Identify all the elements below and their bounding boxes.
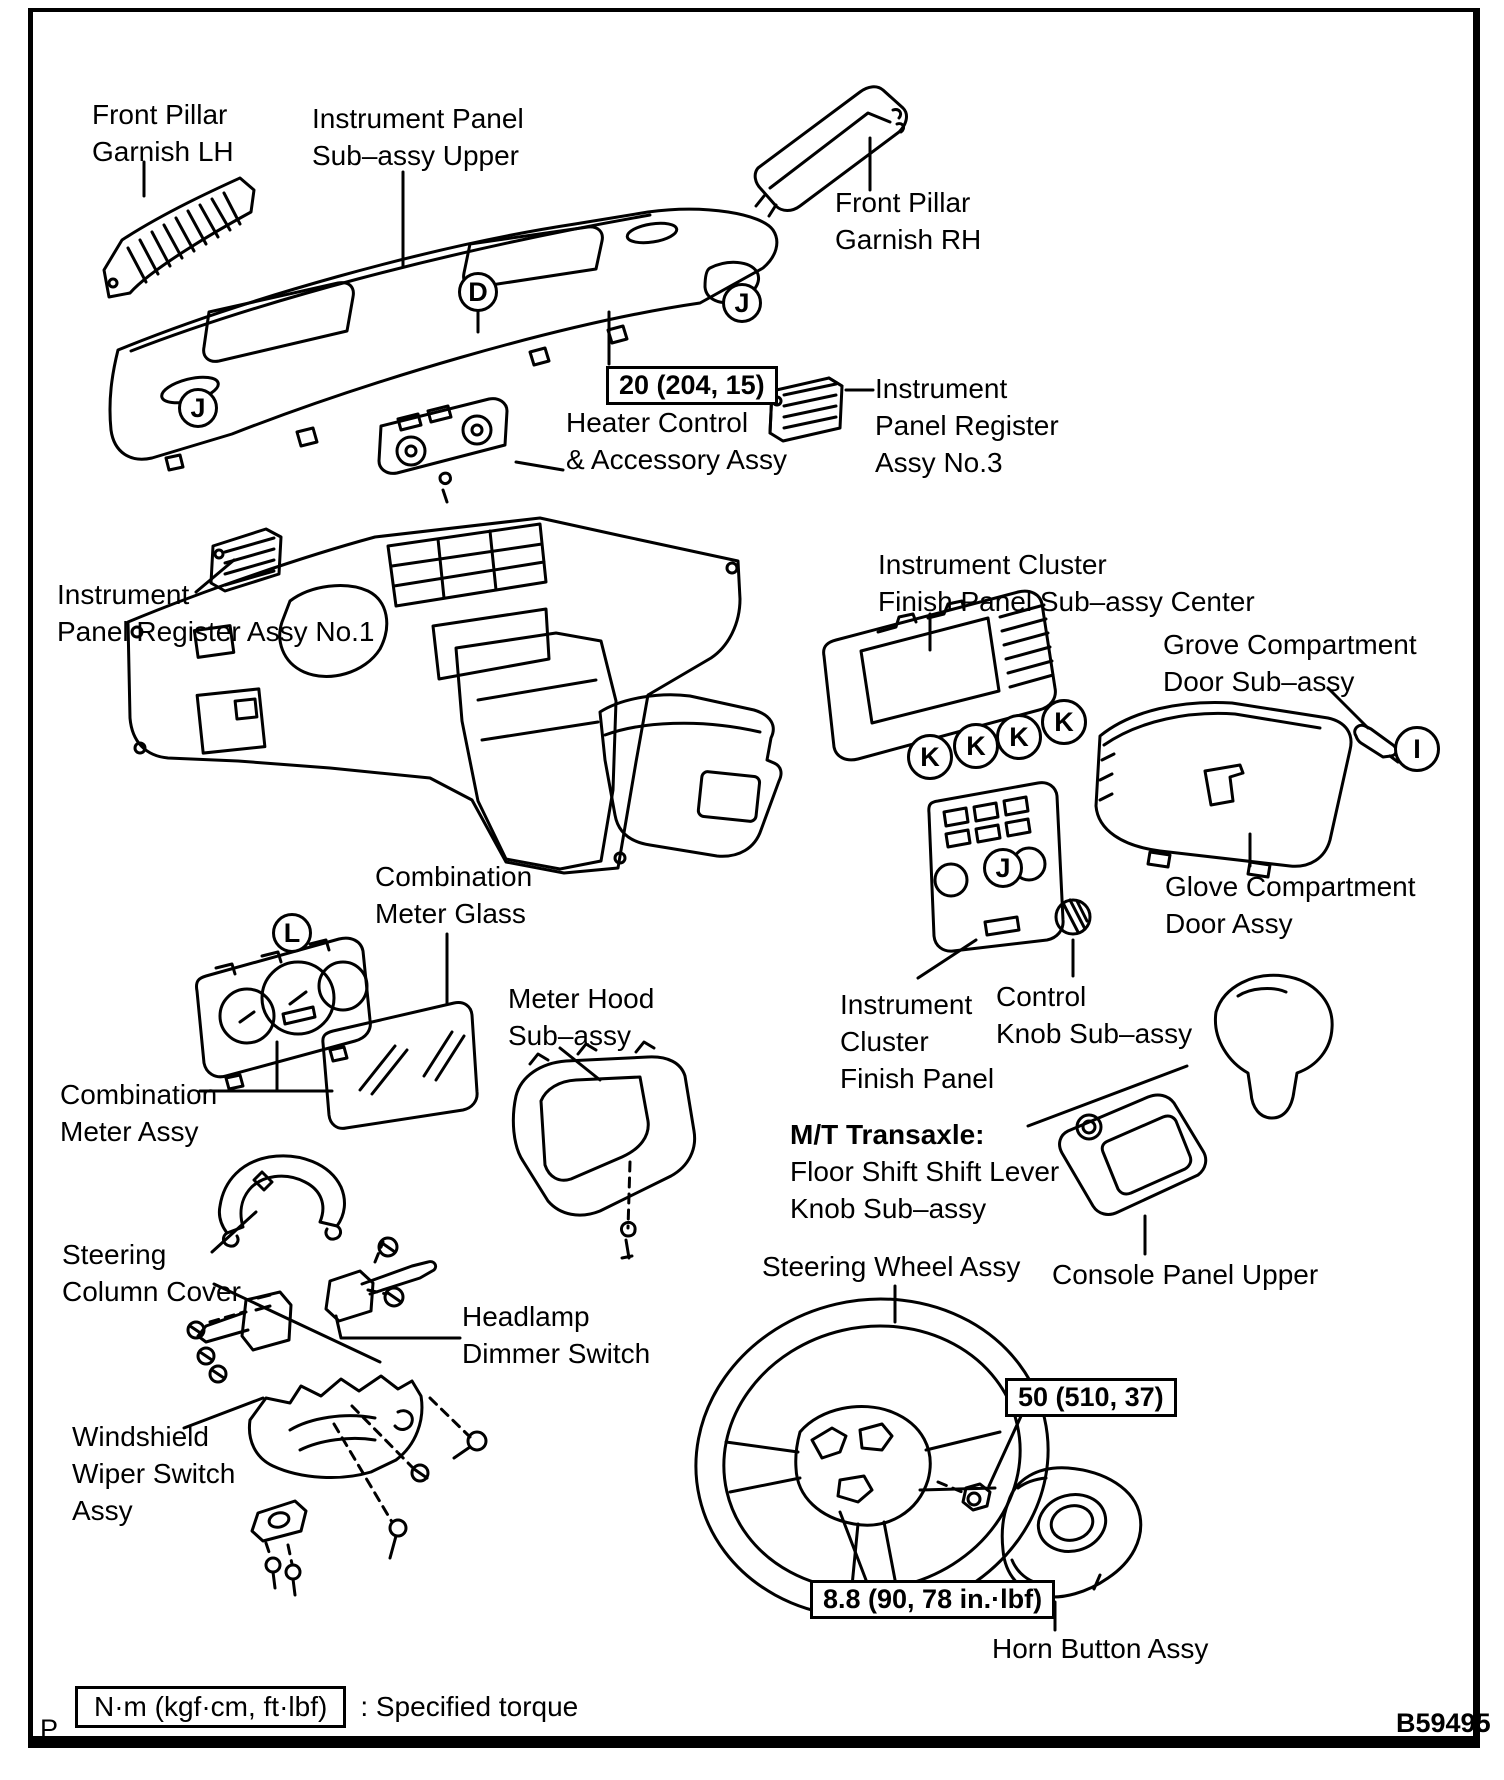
meter-hood-drawing bbox=[513, 1042, 694, 1258]
label-register-no1: Instrument Panel Register Assy No.1 bbox=[57, 579, 375, 647]
glove-door-pin-drawing bbox=[1355, 725, 1398, 762]
heater-control-drawing bbox=[379, 399, 507, 502]
console-panel-upper-drawing bbox=[1060, 1095, 1206, 1214]
callout-letter-k-4: K bbox=[1041, 699, 1087, 745]
callout-letter-j-audio: J bbox=[983, 848, 1023, 888]
floor-console-drawing bbox=[600, 695, 781, 856]
glove-door-drawing bbox=[1096, 702, 1351, 877]
torque-legend-box: N·m (kgf·cm, ft·lbf) bbox=[75, 1686, 346, 1728]
callout-letter-d: D bbox=[458, 272, 498, 312]
label-register-no3: Instrument Panel Register Assy No.3 bbox=[875, 373, 1059, 478]
dimmer-switch-drawing bbox=[326, 1238, 436, 1321]
label-combination-meter-glass: Combination Meter Glass bbox=[375, 861, 533, 929]
callout-letter-j-left: J bbox=[178, 388, 218, 428]
label-meter-hood: Meter Hood Sub–assy bbox=[508, 983, 655, 1051]
torque-spec-heater: 20 (204, 15) bbox=[606, 366, 778, 405]
label-headlamp-dimmer-switch: Headlamp Dimmer Switch bbox=[462, 1301, 651, 1369]
label-steering-column-cover: Steering Column Cover bbox=[62, 1239, 241, 1307]
label-front-pillar-garnish-rh: Front Pillar Garnish RH bbox=[835, 187, 982, 255]
control-knob-drawing bbox=[1056, 900, 1090, 934]
callout-letter-i: I bbox=[1394, 726, 1440, 772]
label-control-knob: Control Knob Sub–assy bbox=[996, 981, 1193, 1049]
label-wiper-switch-assy: Windshield Wiper Switch Assy bbox=[72, 1421, 236, 1526]
callout-letter-k-2: K bbox=[953, 723, 999, 769]
label-instrument-panel-upper: Instrument Panel Sub–assy Upper bbox=[312, 103, 524, 171]
figure-code: B59495 bbox=[1396, 1708, 1491, 1738]
page-corner-letter: P bbox=[40, 1714, 59, 1744]
callout-letter-k-3: K bbox=[996, 714, 1042, 760]
key-plate-drawing bbox=[252, 1501, 306, 1595]
torque-spec-horn: 8.8 (90, 78 in.·lbf) bbox=[810, 1580, 1055, 1619]
callout-letter-k-1: K bbox=[907, 734, 953, 780]
label-steering-wheel-assy: Steering Wheel Assy bbox=[762, 1251, 1021, 1282]
label-combination-meter-assy: Combination Meter Assy bbox=[60, 1079, 218, 1147]
label-heater-control: Heater Control & Accessory Assy bbox=[566, 407, 787, 475]
combination-meter-drawing bbox=[196, 938, 370, 1089]
front-pillar-garnish-lh-drawing bbox=[104, 178, 254, 297]
torque-legend bbox=[75, 1686, 578, 1728]
torque-spec-steering-nut: 50 (510, 37) bbox=[1005, 1378, 1177, 1417]
callout-letter-j-right: J bbox=[722, 283, 762, 323]
label-console-panel-upper: Console Panel Upper bbox=[1052, 1259, 1319, 1290]
label-horn-button-assy: Horn Button Assy bbox=[992, 1633, 1209, 1664]
meter-glass-drawing bbox=[323, 1003, 477, 1129]
column-cover-upper-drawing bbox=[219, 1156, 344, 1246]
label-mt-transaxle-shift-knob: M/T Transaxle: Floor Shift Shift Lever Knob Sub–assy bbox=[790, 1119, 1060, 1224]
callout-letter-l: L bbox=[272, 913, 312, 953]
label-glove-door-assy: Glove Compartment Door Assy bbox=[1165, 871, 1416, 939]
label-front-pillar-garnish-lh: Front Pillar Garnish LH bbox=[92, 99, 234, 167]
label-cluster-finish-panel-center: Instrument Cluster Finish Panel Sub–assy Center bbox=[878, 549, 1255, 617]
torque-legend-text: : Specified torque bbox=[360, 1691, 579, 1722]
shift-knob-drawing bbox=[1215, 975, 1332, 1118]
label-cluster-finish-panel: Instrument Cluster Finish Panel bbox=[840, 989, 995, 1094]
label-glove-door-sub-assy: Grove Compartment Door Sub–assy bbox=[1163, 629, 1417, 697]
